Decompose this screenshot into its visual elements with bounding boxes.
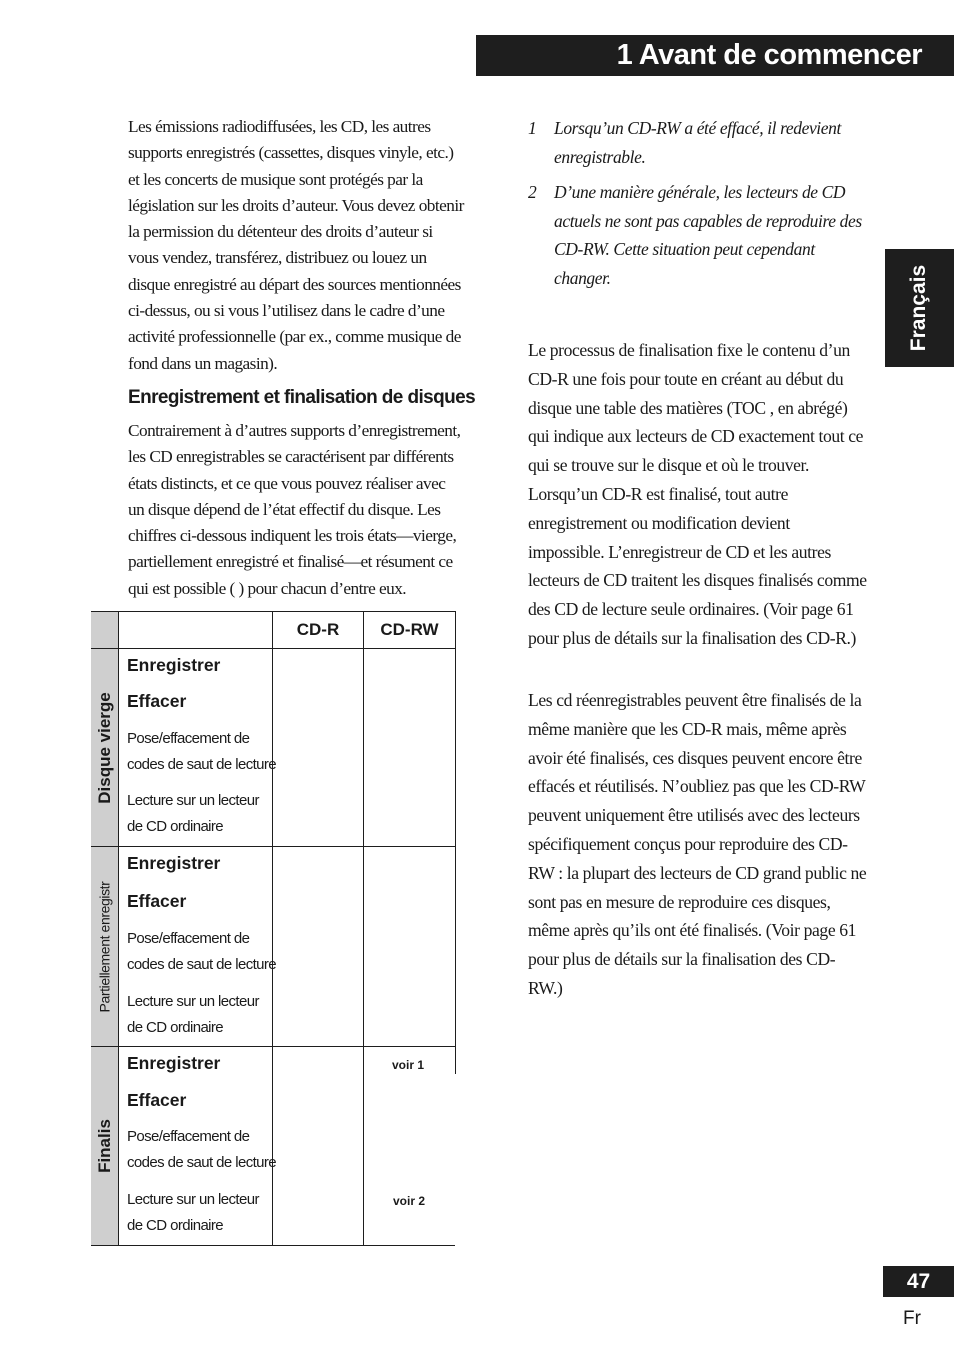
footnote-text: Lorsqu’un CD-RW a été effacé, il redevient enregistrable. [554, 118, 841, 167]
col-header-cdrw: CD-RW [380, 619, 439, 639]
footnote-1 [528, 114, 868, 171]
group-label-blank [91, 649, 118, 846]
chapter-title: 1 Avant de commencer [616, 39, 922, 71]
disc-state-table [91, 611, 456, 1246]
row-skip-codes: Pose/effacement de codes de saut de lecture [127, 730, 277, 773]
table-right-line [455, 611, 456, 1074]
row-record: Enregistrer [127, 1053, 221, 1073]
group-label-text: Partiellement enregistr [96, 881, 113, 1012]
row-record: Enregistrer [127, 655, 221, 675]
footnotes [528, 114, 868, 299]
row-erase: Effacer [127, 891, 187, 911]
rewritable-paragraph [528, 686, 868, 1003]
footnote-text: D’une manière générale, les lecteurs de CD actuels ne sont pas capables de reproduire des CD-RW. Cette situation peut cependant changer. [554, 182, 862, 288]
group-label-finalized [91, 1047, 118, 1245]
row-erase: Effacer [127, 691, 187, 711]
row-skip-codes: Pose/effacement de codes de saut de lecture [127, 1128, 277, 1171]
intro-paragraph: Les émissions radiodiffusées, les CD, les autres supports enregistrés (cassettes, disques vinyle, etc.) et les concerts de musique sont protégés par la législation sur les droits d’auteur. Vous devez obtenir la permission du détenteur des droits d’auteur si vous vendez, transférez, distribuez ou louez un disque enregistré au départ des sources mentionnées ci-dessus, ou si vous l’utilisez dans le cadre d’une activité professionnelle (par ex., comme musique de fond dans un magasin). [128, 117, 464, 373]
note-ref-2: voir 2 [393, 1194, 426, 1208]
label-divider [118, 611, 119, 1246]
page-number: 47 [883, 1266, 954, 1297]
row-playback: Lecture sur un lecteur de CD ordinaire [127, 1191, 259, 1234]
finalization-paragraph [528, 336, 868, 653]
table-right-gap [455, 1074, 456, 1246]
section-paragraph: Contrairement à d’autres supports d’enregistrement, les CD enregistrables se caractérisent par différents états distincts, et ce que vous pouvez réaliser avec un disque dépend de l’état effectif du disque. Les chiffres ci-dessous indiquent les trois états—vierge, partiellement enregistré et finalisé—et résument ce qui est possible ( ) pour chacun d’entre eux. [128, 421, 461, 598]
row-record: Enregistrer [127, 853, 221, 873]
col-divider-2 [363, 611, 364, 1246]
language-code: Fr [903, 1308, 921, 1329]
section-title: Enregistrement et finalisation de disques [128, 387, 476, 408]
note-ref-1: voir 1 [392, 1058, 425, 1072]
language-tab [885, 249, 954, 367]
row-skip-codes: Pose/effacement de codes de saut de lecture [127, 930, 277, 973]
row-playback: Lecture sur un lecteur de CD ordinaire [127, 993, 259, 1036]
footnote-2 [528, 178, 868, 292]
group-label-text: Disque vierge [94, 691, 114, 804]
paragraph-text: Le processus de finalisation fixe le contenu d’un CD-R une fois pour toute en créant au début du disque une table des matières (TOC , en abrégé) qui indique aux lecteurs de CD exactement tout ce qui se trouve sur le disque et où le trouver. Lorsqu’un CD-R est finalisé, tout autre enregistrement ou modification devient impossible. L’enregistreur de CD et les autres lecteurs de CD traitent les disques finalisés comme des CD de lecture seule ordinaires. (Voir page 61 pour plus de détails sur la finalisation des CD-R.) [528, 340, 867, 648]
group-label-text: Finalis [94, 1119, 114, 1173]
footnote-number: 1 [528, 118, 537, 138]
section-intro [128, 418, 464, 602]
row-erase: Effacer [127, 1090, 187, 1110]
language-tab-label: Français [907, 264, 931, 352]
paragraph-text: Les cd réenregistrables peuvent être finalisés de la même manière que les CD-R mais, même après avoir été finalisés, ces disques peuvent encore être effacés et réutilisés. N’oubliez pas que les CD-RW peuvent uniquement être utilisés avec des lecteurs spécifiquement conçus pour reproduire des CD-RW : la plupart des lecteurs de CD grand public ne sont pas en mesure de reproduire ces disques, même après qu’ils ont été finalisés. (Voir page 61 pour plus de détails sur la finalisation des CD-RW.) [528, 690, 867, 998]
row-playback: Lecture sur un lecteur de CD ordinaire [127, 792, 259, 835]
table-bottom-line [91, 1245, 456, 1246]
footnote-number: 2 [528, 182, 537, 202]
header-rule [91, 648, 456, 649]
group-label-partial [91, 847, 118, 1046]
copyright-notice [128, 114, 464, 377]
col-header-cdr: CD-R [296, 619, 340, 639]
chapter-header [476, 35, 954, 76]
group-rule-1 [91, 846, 456, 847]
group-rule-2 [91, 1046, 456, 1047]
